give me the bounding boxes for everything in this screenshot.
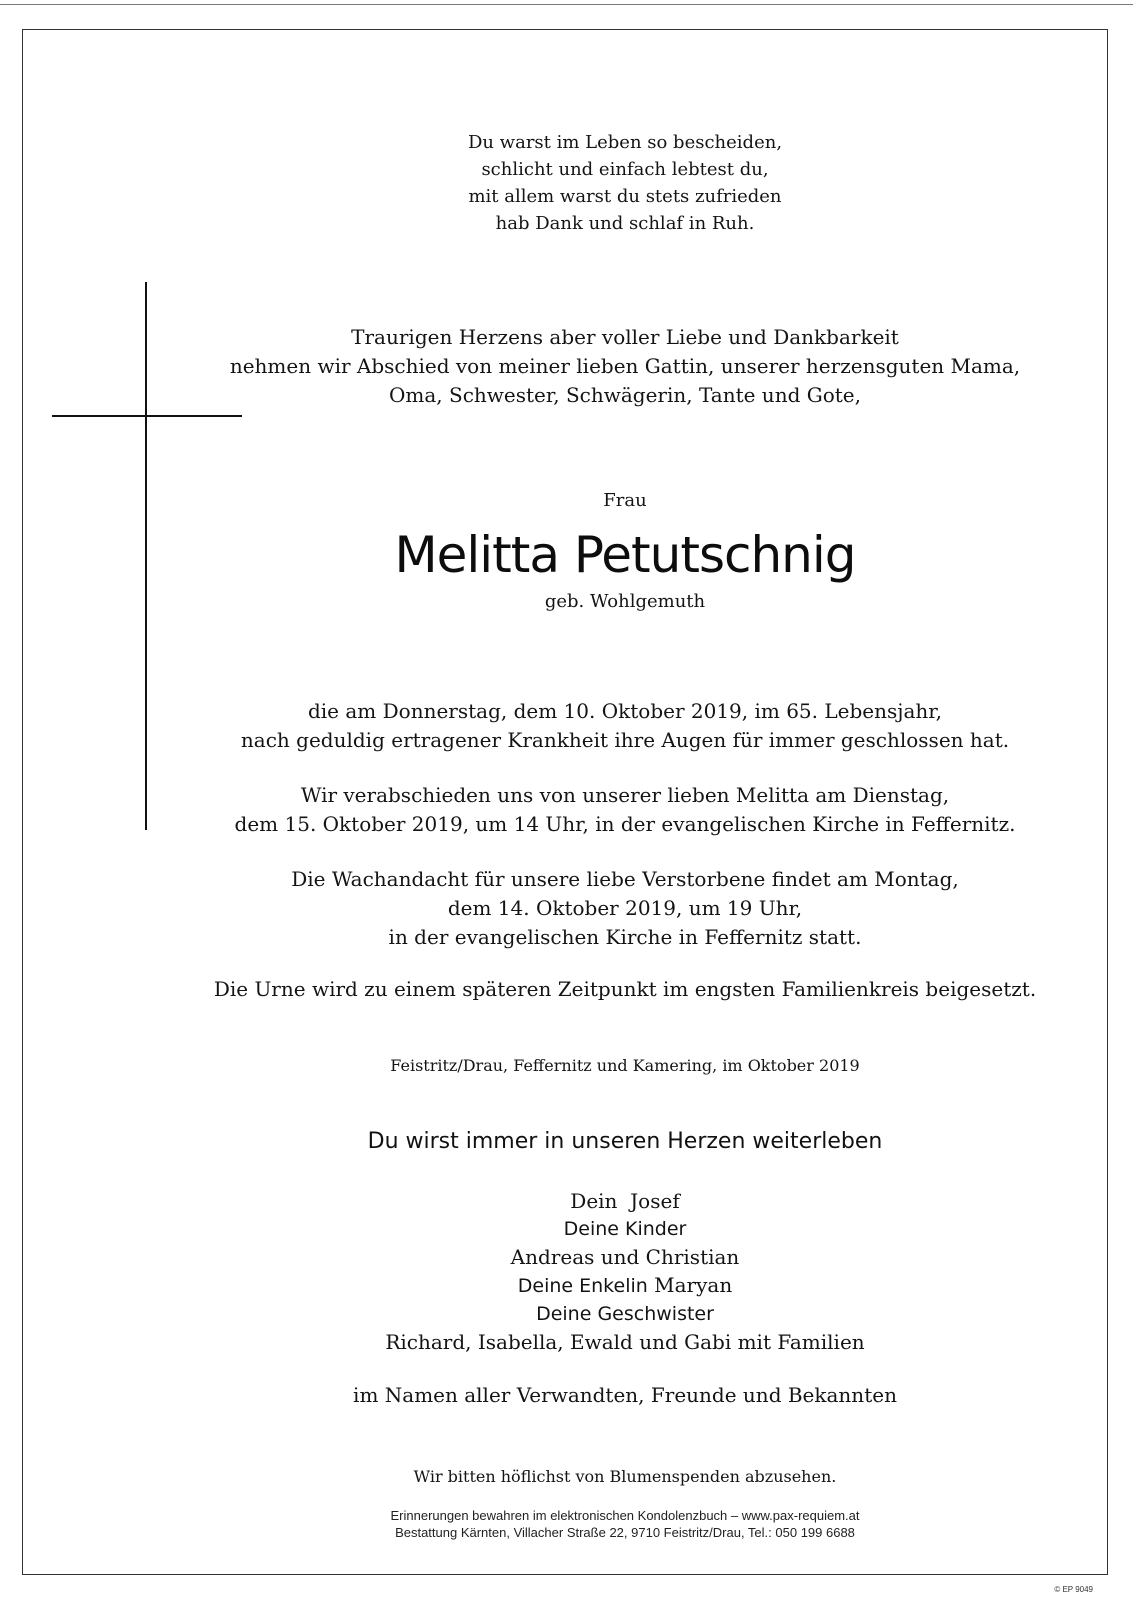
children-label: Deine Kinder [563,1218,687,1240]
place-date: Feistritz/Drau, Feffernitz und Kamering, im Oktober 2019 [390,1056,860,1075]
cross-symbol-horizontal [52,415,242,417]
mourners-list [150,1187,1100,1356]
mourner-spouse [150,1187,1100,1215]
farewell-line: dem 15. Oktober 2019, um 14 Uhr, in der evangelischen Kirche in Feffernitz. [234,812,1016,836]
footer-line-undertaker: Bestattung Kärnten, Villacher Straße 22, 9710 Feistritz/Drau, Tel.: 050 199 6688 [395,1525,855,1540]
siblings-names: Richard, Isabella, Ewald und Gabi mit Familien [385,1330,865,1354]
farewell-line: Wir verabschieden uns von unserer lieben Melitta am Dienstag, [300,783,950,807]
farewell-notice [150,781,1100,839]
poem-line: schlicht und einfach lebtest du, [481,159,769,180]
deceased-name: Melitta Petutschnig [394,526,856,584]
urn-notice: Die Urne wird zu einem späteren Zeitpunkt im engsten Familienkreis beigesetzt. [213,977,1037,1001]
grandchild-name: Maryan [654,1273,733,1297]
death-notice-line: nach geduldig ertragener Krankheit ihre Augen für immer geschlossen hat. [240,728,1010,752]
deceased-maiden-name: geb. Wohlgemuth [544,591,706,612]
cross-symbol-vertical [145,282,147,830]
death-notice [150,697,1100,755]
intro-text [150,323,1100,410]
poem-line: mit allem warst du stets zufrieden [468,186,782,207]
intro-line: Oma, Schwester, Schwägerin, Tante und Gote, [389,383,861,407]
spouse-name: Josef [630,1189,680,1213]
motto: Du wirst immer in unseren Herzen weiterleben [367,1129,883,1154]
wake-line: dem 14. Oktober 2019, um 19 Uhr, [447,896,803,920]
siblings-label: Deine Geschwister [536,1303,714,1325]
deceased-title: Frau [603,490,647,511]
footer [150,1507,1100,1541]
mourner-grandchild [150,1271,1100,1300]
document-code: © EP 9049 [1054,1585,1093,1594]
intro-line: nehmen wir Abschied von meiner lieben Gattin, unserer herzensguten Mama, [229,354,1021,378]
wake-line: in der evangelischen Kirche in Feffernitz statt. [388,925,862,949]
closing-line: im Namen aller Verwandten, Freunde und Bekannten [353,1383,897,1407]
footer-line-condolence: Erinnerungen bewahren im elektronischen Kondolenzbuch – www.pax-requiem.at [390,1508,860,1523]
poem-line: Du warst im Leben so bescheiden, [467,132,783,153]
wake-notice [150,865,1100,952]
spouse-label: Dein [570,1189,618,1213]
top-rule [0,4,1133,5]
intro-line: Traurigen Herzens aber voller Liebe und Dankbarkeit [351,325,899,349]
poem-line: hab Dank und schlaf in Ruh. [495,213,755,234]
wake-line: Die Wachandacht für unsere liebe Verstorbene findet am Montag, [291,867,959,891]
children-names: Andreas und Christian [510,1245,740,1269]
poem [150,129,1100,237]
death-notice-line: die am Donnerstag, dem 10. Oktober 2019, im 65. Lebensjahr, [307,699,942,723]
grandchild-label: Deine Enkelin [517,1275,648,1297]
flowers-note: Wir bitten höflichst von Blumenspenden abzusehen. [413,1467,837,1486]
